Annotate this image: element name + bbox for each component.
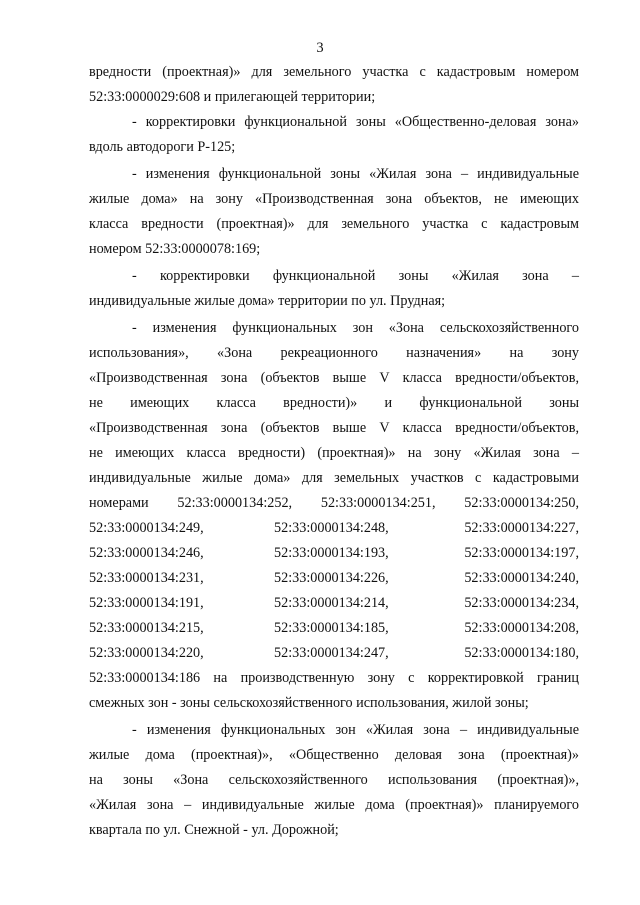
text-line: «Производственная зона (объектов выше V класса вредности/объектов, [89,420,579,436]
text-line: «Производственная зона (объектов выше V класса вредности/объектов, [89,370,579,386]
text-line: 52:33:0000134:186 на производственную зону с корректировкой границ [89,670,579,686]
text-line: 52:33:0000029:608 и прилегающей территории; [89,89,376,105]
cadastral-number: 52:33:0000134:226, [274,570,389,586]
list-item-first-line: - изменения функциональных зон «Жилая зона – индивидуальные [132,722,579,738]
text-line: номером 52:33:0000078:169; [89,241,261,257]
text-line: использования», «Зона рекреационного назначения» на зону [89,345,579,361]
cadastral-number: 52:33:0000134:247, [274,645,389,661]
cadastral-row [89,516,579,541]
cadastral-row [89,566,579,591]
text-line: жилые дома» на зону «Производственная зона объектов, не имеющих [89,191,579,207]
cadastral-number: 52:33:0000134:193, [274,545,389,561]
cadastral-number: 52:33:0000134:249, [89,520,204,536]
text-line: индивидуальные жилые дома» территории по ул. Прудная; [89,293,446,309]
cadastral-number: 52:33:0000134:180, [464,645,579,661]
page-number: 3 [316,40,324,56]
cadastral-number: 52:33:0000134:197, [464,545,579,561]
text-line: номерами 52:33:0000134:252, 52:33:0000134:251, 52:33:0000134:250, [89,495,579,511]
cadastral-row [89,641,579,666]
cadastral-number: 52:33:0000134:246, [89,545,204,561]
cadastral-number: 52:33:0000134:191, [89,595,204,611]
cadastral-number: 52:33:0000134:185, [274,620,389,636]
text-line: смежных зон - зоны сельскохозяйственного использования, жилой зоны; [89,695,529,711]
cadastral-row [89,591,579,616]
text-line: индивидуальные жилые дома» для земельных участков с кадастровыми [89,470,579,486]
text-line: «Жилая зона – индивидуальные жилые дома (проектная)» планируемого [89,797,579,813]
cadastral-number: 52:33:0000134:214, [274,595,389,611]
cadastral-number: 52:33:0000134:208, [464,620,579,636]
list-item-first-line: - корректировки функциональной зоны «Общественно-деловая зона» [132,114,579,130]
cadastral-number: 52:33:0000134:220, [89,645,204,661]
text-line: не имеющих класса вредности)» и функциональной зоны [89,395,579,411]
cadastral-number: 52:33:0000134:234, [464,595,579,611]
cadastral-number: 52:33:0000134:231, [89,570,204,586]
cadastral-row [89,541,579,566]
cadastral-number: 52:33:0000134:215, [89,620,204,636]
cadastral-number: 52:33:0000134:248, [274,520,389,536]
text-line: квартала по ул. Снежной - ул. Дорожной; [89,822,339,838]
cadastral-number: 52:33:0000134:227, [464,520,579,536]
text-line: не имеющих класса вредности) (проектная)» на зону «Жилая зона – [89,445,579,461]
cadastral-number: 52:33:0000134:240, [464,570,579,586]
list-item-first-line: - корректировки функциональной зоны «Жилая зона – [132,268,579,284]
text-line: на зоны «Зона сельскохозяйственного использования (проектная)», [89,772,579,788]
text-line: вредности (проектная)» для земельного участка с кадастровым номером [89,64,579,80]
list-item-first-line: - изменения функциональных зон «Зона сельскохозяйственного [132,320,579,336]
text-line: жилые дома (проектная)», «Общественно деловая зона (проектная)» [89,747,579,763]
cadastral-row [89,616,579,641]
text-line: класса вредности (проектная)» для земельного участка с кадастровым [89,216,579,232]
text-line: вдоль автодороги Р-125; [89,139,236,155]
list-item-first-line: - изменения функциональной зоны «Жилая зона – индивидуальные [132,166,579,182]
